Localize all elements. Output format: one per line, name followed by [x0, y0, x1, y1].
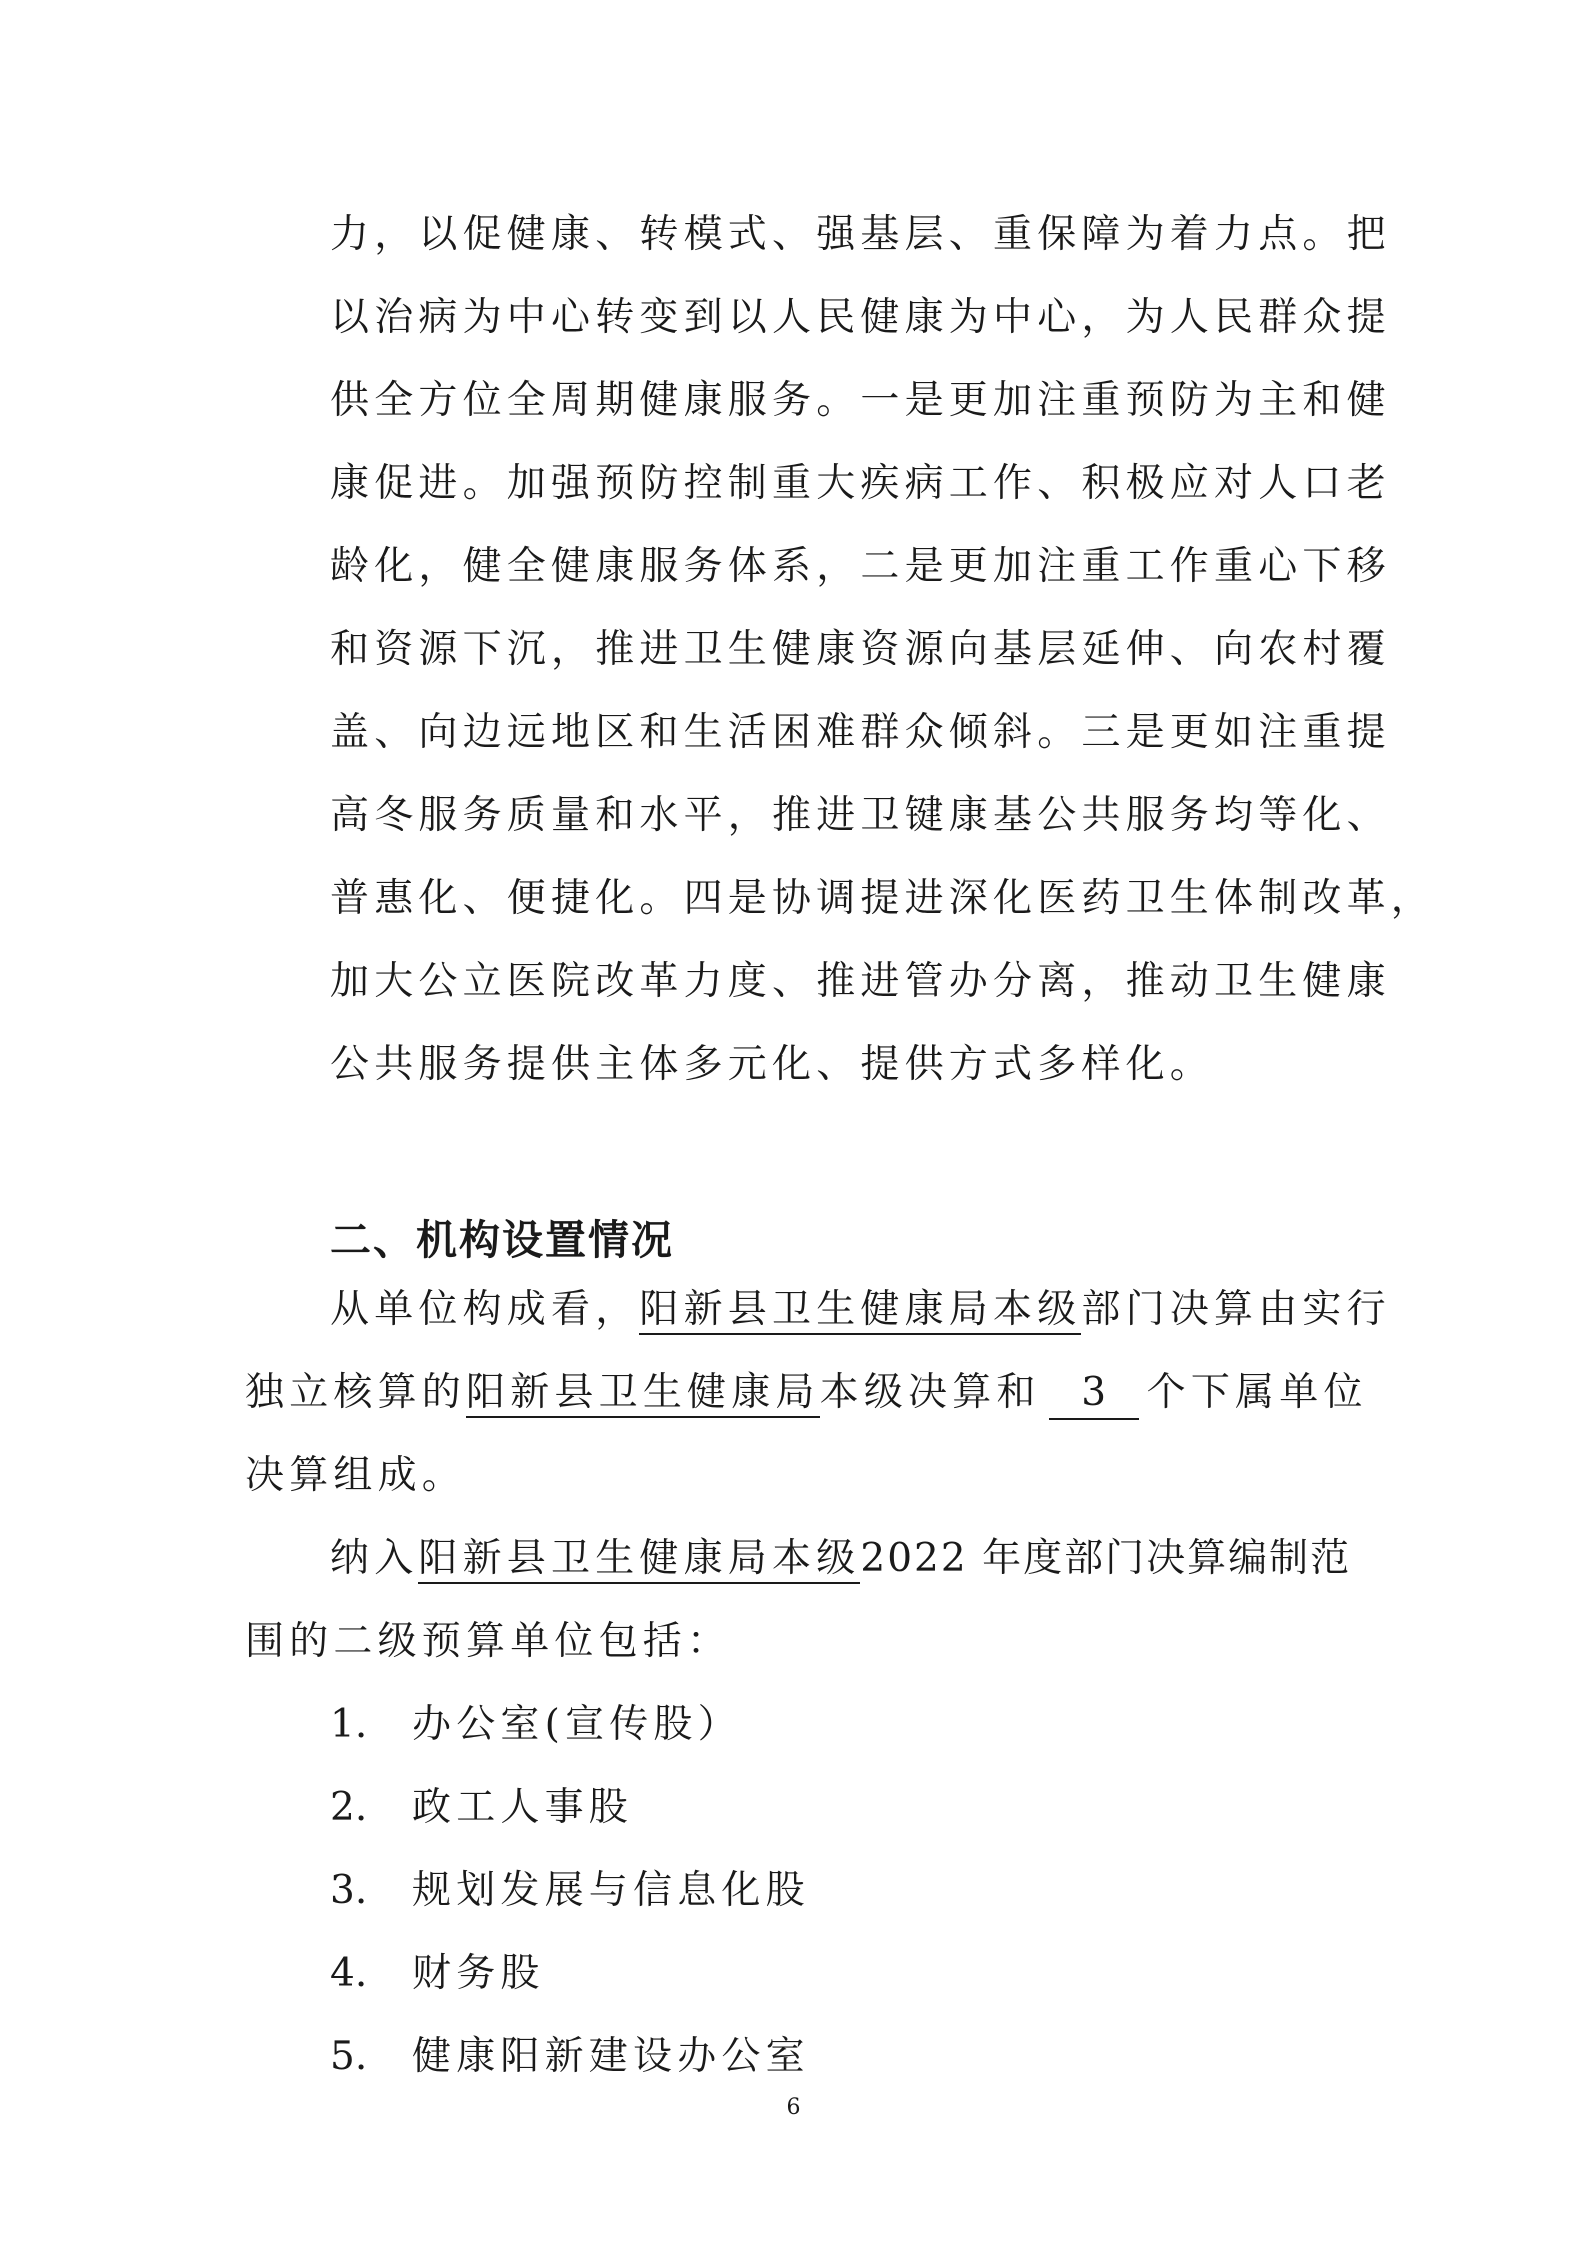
list-number: 4.: [330, 1951, 368, 1996]
list-item: [330, 1700, 742, 1750]
text-span: 独立核算的: [245, 1370, 467, 1415]
paragraph-line: 加大公立医院改革力度、推进管办分离，推动卫生健康: [330, 959, 1391, 1004]
paragraph-line: 和资源下沉，推进卫生健康资源向基层延伸、向农村覆: [330, 627, 1391, 672]
list-item: [330, 1866, 810, 1916]
scope-line-1: [330, 1534, 1351, 1584]
paragraph-line: 供全方位全周期健康服务。一是更加注重预防为主和健: [330, 378, 1391, 423]
list-label: 政工人事股: [412, 1785, 634, 1830]
paragraph-line: 力，以促健康、转模式、强基层、重保障为着力点。把: [330, 212, 1391, 257]
list-number: 3.: [330, 1868, 368, 1913]
text-span: 2022 年度部门决算编制范: [860, 1536, 1352, 1581]
subordinate-unit-count: 3: [1049, 1368, 1139, 1420]
list-label: 财务股: [412, 1951, 545, 1996]
paragraph-line: 盖、向边远地区和生活困难群众倾斜。三是更如注重提: [330, 710, 1391, 755]
text-span: 部门决算由实行: [1081, 1287, 1391, 1332]
list-label: 健康阳新建设办公室: [412, 2034, 810, 2079]
text-span: 本级决算和: [819, 1370, 1041, 1415]
page-number: 6: [786, 2095, 801, 2120]
structure-line-2: [245, 1368, 1368, 1418]
list-item: [330, 1949, 545, 1999]
paragraph-line: 公共服务提供主体多元化、提供方式多样化。: [330, 1042, 1215, 1087]
unit-name-underlined: 阳新县卫生健康局: [466, 1370, 820, 1418]
structure-line-3: 决算组成。: [245, 1453, 467, 1498]
paragraph-line: 康促进。加强预防控制重大疾病工作、积极应对人口老: [330, 461, 1391, 506]
scope-line-2: 围的二级预算单位包括：: [245, 1619, 732, 1664]
text-span: 个下属单位: [1146, 1370, 1368, 1415]
list-label: 办公室(宣传股）: [412, 1702, 742, 1747]
list-number: 5.: [330, 2034, 368, 2079]
text-span: 纳入: [330, 1536, 419, 1581]
structure-line-1: [330, 1285, 1391, 1335]
paragraph-line: 以治病为中心转变到以人民健康为中心，为人民群众提: [330, 295, 1391, 340]
unit-name-underlined: 阳新县卫生健康局本级: [418, 1536, 860, 1584]
list-label: 规划发展与信息化股: [412, 1868, 810, 1913]
paragraph-line: 高冬服务质量和水平，推进卫键康基公共服务均等化、: [330, 793, 1391, 838]
unit-name-underlined: 阳新县卫生健康局本级: [639, 1287, 1081, 1335]
list-number: 2.: [330, 1785, 368, 1830]
list-item: [330, 1783, 633, 1833]
paragraph-line: 普惠化、便捷化。四是协调提进深化医药卫生体制改革，: [330, 876, 1436, 921]
paragraph-line: 龄化，健全健康服务体系，二是更加注重工作重心下移: [330, 544, 1391, 589]
list-number: 1.: [330, 1702, 368, 1747]
text-span: 从单位构成看，: [330, 1287, 640, 1332]
section-heading: 二、机构设置情况: [330, 1216, 674, 1264]
list-item: [330, 2032, 810, 2082]
